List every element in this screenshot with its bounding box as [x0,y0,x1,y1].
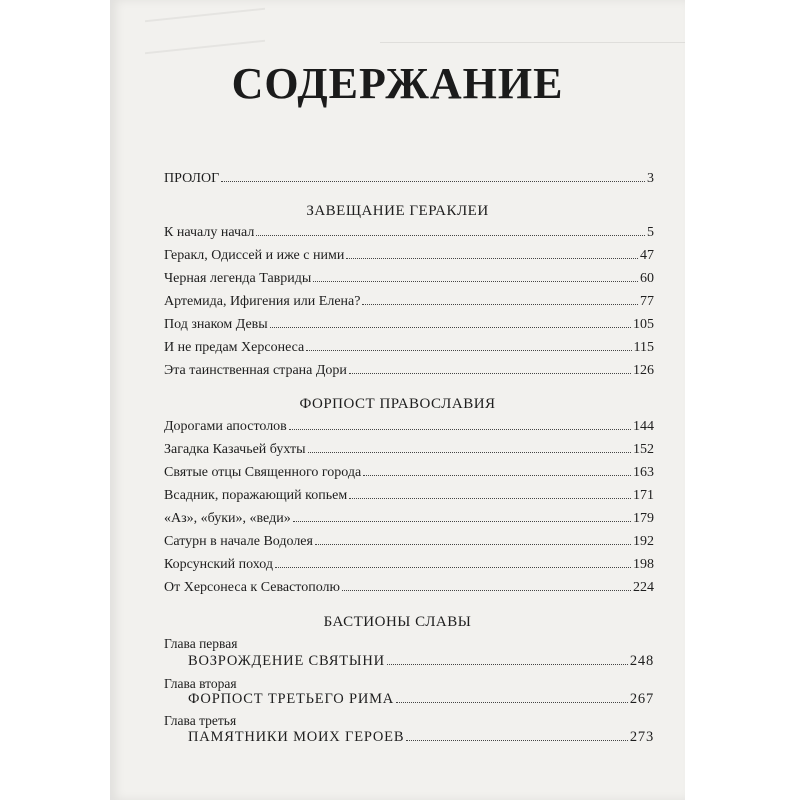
section-heading: БАСТИОНЫ СЛАВЫ [323,614,472,630]
toc-entry-label: Корсунский поход [164,557,273,572]
toc-entry-label: И не предам Херсонеса [164,340,305,355]
dot-leader [289,429,631,430]
toc-entry-label: ПРОЛОГ [164,171,220,186]
toc-entry-page: 5 [647,225,654,240]
toc-entry [164,510,654,528]
toc-entry [164,339,654,357]
toc-chapter-entry [188,728,654,746]
table-of-contents [110,0,685,800]
dot-leader [342,590,631,591]
toc-entry-label: Всадник, поражающий копьем [164,488,348,503]
toc-entry-page: 60 [640,271,654,286]
dot-leader [313,281,638,282]
toc-entry-label: Сатурн в начале Водолея [164,534,313,549]
toc-entry-label: Под знаком Девы [164,317,268,332]
dot-leader [396,702,628,703]
toc-entry-label: Черная легенда Тавриды [164,271,312,286]
toc-chapter-entry [188,652,654,670]
toc-entry-label: ВОЗРОЖДЕНИЕ СВЯТЫНИ [188,653,385,669]
toc-entry-page: 47 [640,248,654,263]
toc-entry-page: 152 [633,442,654,457]
toc-entry-label: Загадка Казачьей бухты [164,442,306,457]
toc-entry-label: Святые отцы Священного города [164,465,362,480]
toc-entry-page: 115 [633,340,654,355]
toc-entry-label: ФОРПОСТ ТРЕТЬЕГО РИМА [188,691,395,707]
dot-leader [349,498,631,499]
toc-entry-label: Геракл, Одиссей и иже с ними [164,248,345,263]
dot-leader [308,452,631,453]
toc-entry [164,418,654,436]
chapter-number: Глава вторая [164,676,237,691]
toc-entry-page: 248 [629,653,654,669]
dot-leader [387,664,628,665]
toc-chapter-entry [188,690,654,708]
toc-entry [164,224,654,242]
section-heading: ФОРПОСТ ПРАВОСЛАВИЯ [299,396,496,412]
toc-entry [164,464,654,482]
toc-entry-label: «Аз», «буки», «веди» [164,511,291,526]
toc-entry-page: 77 [640,294,654,309]
dot-leader [315,544,631,545]
toc-entry-label: Артемида, Ифигения или Елена? [164,294,361,309]
toc-entry [164,362,654,380]
toc-entry-label: Эта таинственная страна Дори [164,363,347,378]
dot-leader [406,740,628,741]
toc-entry [164,247,654,265]
toc-entry-page: 163 [633,465,654,480]
dot-leader [349,373,631,374]
toc-entry [164,533,654,551]
toc-entry-page: 126 [633,363,654,378]
toc-entry-page: 105 [633,317,654,332]
toc-entry [164,556,654,574]
dot-leader [221,181,645,182]
toc-entry [164,441,654,459]
toc-entry-page: 179 [633,511,654,526]
section-heading: ЗАВЕЩАНИЕ ГЕРАКЛЕИ [306,203,489,219]
toc-entry [164,270,654,288]
toc-entry [164,293,654,311]
dot-leader [346,258,638,259]
toc-entry-label: К началу начал [164,225,255,240]
toc-entry-page: 192 [633,534,654,549]
toc-entry-label: ПАМЯТНИКИ МОИХ ГЕРОЕВ [188,729,405,745]
dot-leader [256,235,645,236]
toc-entry-page: 273 [629,729,654,745]
toc-entry [164,316,654,334]
toc-entry-prologue [164,170,654,188]
toc-entry-label: Дорогами апостолов [164,419,287,434]
chapter-number: Глава третья [164,713,237,728]
dot-leader [306,350,631,351]
dot-leader [362,304,638,305]
toc-entry-page: 224 [633,580,654,595]
toc-entry-page: 171 [633,488,654,503]
toc-entry-page: 3 [647,171,654,186]
toc-entry [164,487,654,505]
dot-leader [293,521,631,522]
chapter-number: Глава первая [164,636,238,651]
toc-heading: СОДЕРЖАНИЕ [231,59,564,108]
toc-entry-page: 267 [629,691,654,707]
dot-leader [363,475,631,476]
dot-leader [270,327,631,328]
book-page [110,0,685,800]
toc-entry [164,579,654,597]
toc-entry-label: От Херсонеса к Севастополю [164,580,340,595]
toc-entry-page: 198 [633,557,654,572]
toc-entry-page: 144 [633,419,654,434]
dot-leader [275,567,631,568]
